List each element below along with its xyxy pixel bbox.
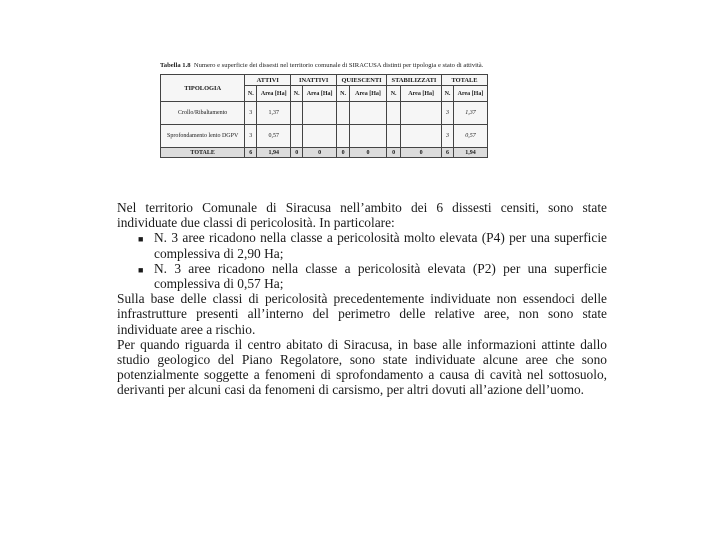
total-attivi-n: 6: [245, 148, 257, 158]
total-attivi-area: 1,94: [257, 148, 291, 158]
subheader-area: Area [Ha]: [453, 86, 487, 102]
total-quiescenti-n: 0: [337, 148, 350, 158]
subheader-area: Area [Ha]: [303, 86, 337, 102]
subheader-area: Area [Ha]: [401, 86, 442, 102]
bullet-icon: ■: [138, 264, 144, 275]
paragraph-risk: Sulla base delle classi di pericolosità precedentemente individuate non essendoci delle infrastrutture presenti all’interno del perimetro delle relative aree, non sono state individuate aree a rischio.: [117, 291, 607, 337]
list-item: [138, 230, 607, 260]
total-label: TOTALE: [161, 148, 245, 158]
list-item-text: N. 3 aree ricadono nella classe a pericolosità elevata (P2) per una superficie complessiva di 0,57 Ha;: [154, 260, 607, 292]
paragraph-intro: Nel territorio Comunale di Siracusa nell’ambito dei 6 dissesti censiti, sono state individuate due classi di pericolosità. In particolare:: [117, 200, 607, 231]
cell-attivi-n: 3: [245, 102, 257, 125]
header-totale: TOTALE: [442, 75, 488, 86]
total-stabilizzati-area: 0: [401, 148, 442, 158]
body-text: [117, 200, 607, 398]
header-attivi: ATTIVI: [245, 75, 291, 86]
subheader-n: N.: [291, 86, 303, 102]
header-tipologia: TIPOLOGIA: [161, 75, 245, 102]
dissesti-table-block: [160, 62, 490, 158]
subheader-area: Area [Ha]: [350, 86, 387, 102]
subheader-n: N.: [245, 86, 257, 102]
cell-attivi-area: 1,37: [257, 102, 291, 125]
subheader-n: N.: [337, 86, 350, 102]
subheader-area: Area [Ha]: [257, 86, 291, 102]
total-totale-n: 6: [442, 148, 454, 158]
cell-totale-n: 3: [442, 102, 454, 125]
table-row: [161, 125, 488, 148]
cell-totale-area: 0,57: [453, 125, 487, 148]
table-caption-text: Numero e superficie dei dissesti nel territorio comunale di SIRACUSA distinti per tipologia e stato di attività.: [193, 62, 484, 69]
row-name: Crollo/Ribaltamento: [161, 102, 245, 125]
list-item: [138, 261, 607, 291]
total-quiescenti-area: 0: [350, 148, 387, 158]
total-inattivi-n: 0: [291, 148, 303, 158]
total-stabilizzati-n: 0: [386, 148, 400, 158]
bullet-icon: ■: [138, 234, 144, 245]
cell-attivi-n: 3: [245, 125, 257, 148]
cell-totale-area: 1,37: [453, 102, 487, 125]
cell-attivi-area: 0,57: [257, 125, 291, 148]
header-inattivi: INATTIVI: [291, 75, 337, 86]
total-inattivi-area: 0: [303, 148, 337, 158]
row-name: Sprofondamento lento DGPV: [161, 125, 245, 148]
subheader-n: N.: [442, 86, 454, 102]
table-caption-label: Tabella 1.8: [160, 62, 191, 69]
cell-totale-n: 3: [442, 125, 454, 148]
header-stabilizzati: STABILIZZATI: [386, 75, 441, 86]
table-row: [161, 102, 488, 125]
total-totale-area: 1,94: [453, 148, 487, 158]
table-total-row: [161, 148, 488, 158]
list-item-text: N. 3 aree ricadono nella classe a pericolosità molto elevata (P4) per una superficie complessiva di 2,90 Ha;: [154, 230, 607, 261]
header-quiescenti: QUIESCENTI: [337, 75, 387, 86]
paragraph-centro-abitato: Per quando riguarda il centro abitato di Siracusa, in base alle informazioni attinte dallo studio geologico del Piano Regolatore, sono state individuate alcune aree che sono potenzialmente soggette a fenomeni di sprofondamento a causa di cavità nel sottosuolo, derivanti per alcuni casi da fenomeni di carsismo, per altri dovuti all’azione dell’uomo.: [117, 336, 607, 398]
subheader-n: N.: [386, 86, 400, 102]
dissesti-table: [160, 74, 488, 158]
table-caption: [160, 62, 490, 70]
